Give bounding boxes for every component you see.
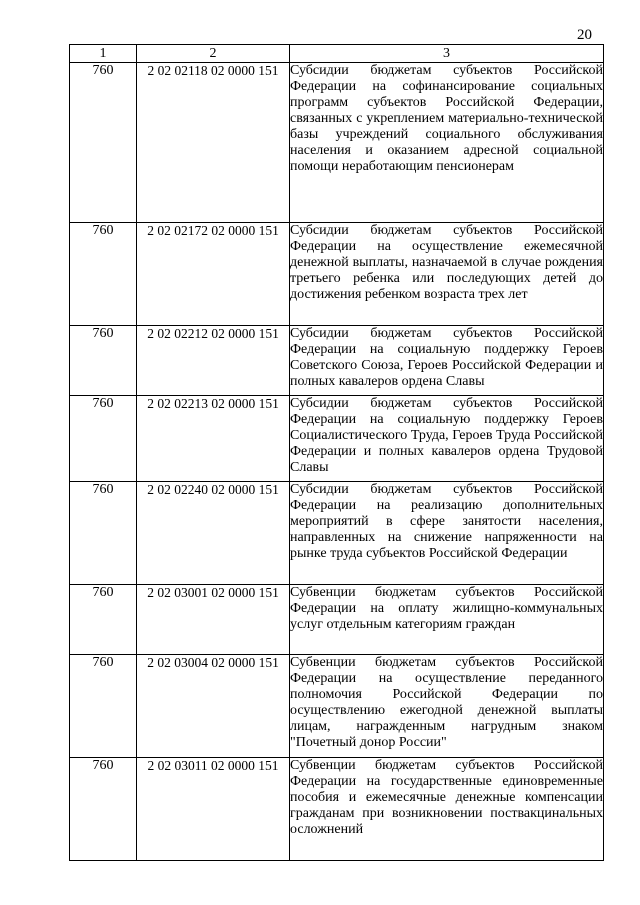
revenue-description-cell: Субвенции бюджетам субъектов Российской Федерации на государственные единовременные пособия и ежемесячные денежные компенсации гражданам при возникновении поствакцинальных осложнений bbox=[290, 758, 604, 861]
admin-code-cell: 760 bbox=[70, 326, 137, 396]
revenue-description-cell: Субсидии бюджетам субъектов Российской Федерации на софинансирование социальных программ субъектов Российской Федерации, связанных с укреплением материально-технической базы учреждений социального обслуживания населения и оказанием адресной социальной помощи неработающим пенсионерам bbox=[290, 63, 604, 223]
table-row bbox=[70, 396, 604, 482]
admin-code-cell: 760 bbox=[70, 655, 137, 758]
table-row bbox=[70, 223, 604, 326]
admin-code-cell: 760 bbox=[70, 482, 137, 585]
revenue-description-cell: Субсидии бюджетам субъектов Российской Федерации на социальную поддержку Героев Советского Союза, Героев Российской Федерации и полных кавалеров ордена Славы bbox=[290, 326, 604, 396]
column-header-3: 3 bbox=[290, 45, 604, 63]
table-row bbox=[70, 585, 604, 655]
admin-code-cell: 760 bbox=[70, 63, 137, 223]
revenue-code-cell: 2 02 03004 02 0000 151 bbox=[137, 655, 290, 758]
admin-code-cell: 760 bbox=[70, 758, 137, 861]
revenue-code-cell: 2 02 02118 02 0000 151 bbox=[137, 63, 290, 223]
admin-code-cell: 760 bbox=[70, 223, 137, 326]
table-header bbox=[70, 45, 604, 63]
table-row bbox=[70, 326, 604, 396]
table-row bbox=[70, 758, 604, 861]
table-row bbox=[70, 63, 604, 223]
revenue-description-cell: Субсидии бюджетам субъектов Российской Федерации на социальную поддержку Героев Социалистического Труда, Героев Труда Российской Федерации и полных кавалеров ордена Трудовой Славы bbox=[290, 396, 604, 482]
revenue-description-cell: Субвенции бюджетам субъектов Российской Федерации на осуществление переданного полномочия Российской Федерации по осуществлению ежегодной денежной выплаты лицам, награжденным нагрудным знаком "Почетный донор России" bbox=[290, 655, 604, 758]
column-header-1: 1 bbox=[70, 45, 137, 63]
table-body bbox=[70, 63, 604, 861]
revenue-code-cell: 2 02 02213 02 0000 151 bbox=[137, 396, 290, 482]
revenue-description-cell: Субсидии бюджетам субъектов Российской Федерации на реализацию дополнительных мероприятий в сфере занятости населения, направленных на снижение напряженности на рынке труда субъектов Российской Федерации bbox=[290, 482, 604, 585]
column-header-2: 2 bbox=[137, 45, 290, 63]
revenue-description-cell: Субсидии бюджетам субъектов Российской Федерации на осуществление ежемесячной денежной выплаты, назначаемой в случае рождения третьего ребенка или последующих детей до достижения ребенком возраста трех лет bbox=[290, 223, 604, 326]
admin-code-cell: 760 bbox=[70, 585, 137, 655]
table-row bbox=[70, 482, 604, 585]
revenue-code-cell: 2 02 03011 02 0000 151 bbox=[137, 758, 290, 861]
revenue-code-cell: 2 02 02212 02 0000 151 bbox=[137, 326, 290, 396]
header-row bbox=[70, 45, 604, 63]
table-row bbox=[70, 655, 604, 758]
revenue-code-cell: 2 02 02240 02 0000 151 bbox=[137, 482, 290, 585]
budget-codes-table bbox=[69, 44, 604, 861]
revenue-description-cell: Субвенции бюджетам субъектов Российской Федерации на оплату жилищно-коммунальных услуг отдельным категориям граждан bbox=[290, 585, 604, 655]
revenue-code-cell: 2 02 02172 02 0000 151 bbox=[137, 223, 290, 326]
revenue-code-cell: 2 02 03001 02 0000 151 bbox=[137, 585, 290, 655]
admin-code-cell: 760 bbox=[70, 396, 137, 482]
page-number: 20 bbox=[577, 27, 592, 43]
